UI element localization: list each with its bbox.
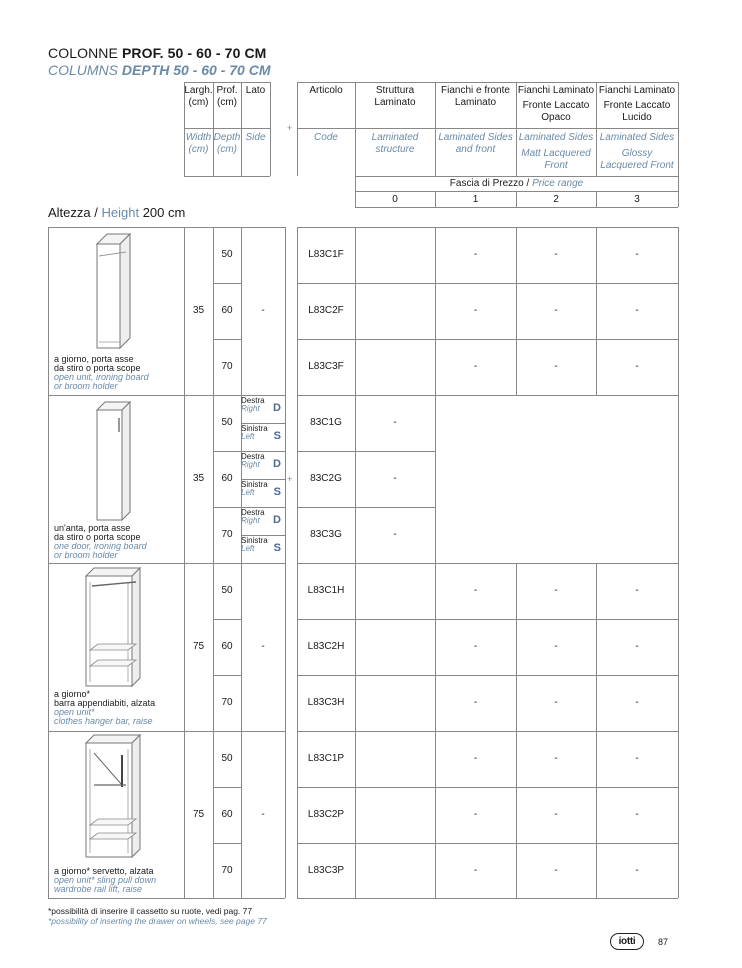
header-depth: Prof. (cm) bbox=[216, 85, 238, 108]
row-price-3: - bbox=[635, 249, 639, 260]
group-0-description: a giorno, porta asse da stiro o porta scope open unit, ironing board or broom holder bbox=[54, 354, 149, 391]
side-left: Sinistra Left S bbox=[241, 424, 281, 442]
plus-sign: + bbox=[287, 123, 293, 133]
header-side: Lato bbox=[245, 85, 266, 96]
row-depth: 50 bbox=[221, 249, 233, 260]
row-price-2: - bbox=[554, 249, 558, 260]
brand-logo: iotti bbox=[610, 933, 644, 950]
row-price-2: - bbox=[554, 641, 558, 652]
row-depth: 50 bbox=[221, 585, 233, 596]
row-price-3: - bbox=[635, 864, 639, 876]
footnote: *possibilità di inserire il cassetto su ruote, vedi pag. 77 *possibility of inserting the drawer on wheels, see page 77 bbox=[48, 906, 267, 926]
row-depth: 50 bbox=[221, 417, 233, 428]
price-col-2: 2 bbox=[553, 194, 559, 205]
plus-sign: + bbox=[287, 474, 293, 484]
row-price-3: - bbox=[635, 697, 639, 708]
side-right: Destra Right D bbox=[241, 396, 281, 414]
header-width: Largh. (cm) bbox=[184, 85, 213, 108]
header-matt-en: Laminated Sides Matt Lacquered Front bbox=[518, 132, 594, 171]
row-depth: 60 bbox=[221, 305, 233, 316]
row-price-0: - bbox=[393, 529, 397, 540]
row-code: 83C2G bbox=[310, 473, 342, 484]
row-code: L83C2F bbox=[308, 305, 344, 316]
row-depth: 60 bbox=[221, 641, 233, 652]
row-depth: 70 bbox=[221, 697, 233, 708]
row-price-2: - bbox=[554, 585, 558, 596]
group-3-side: - bbox=[261, 808, 265, 820]
row-price-1: - bbox=[473, 753, 478, 764]
row-price-2: - bbox=[554, 361, 558, 372]
row-price-3: - bbox=[635, 305, 639, 316]
header-matt: Fianchi Laminato Fronte Laccato Opaco bbox=[517, 85, 595, 123]
group-3-width: 75 bbox=[192, 808, 205, 820]
page-number: 87 bbox=[658, 937, 669, 947]
group-0-side: - bbox=[261, 305, 265, 316]
row-price-3: - bbox=[635, 585, 639, 596]
row-price-2: - bbox=[554, 753, 558, 764]
row-code: L83C2P bbox=[307, 809, 345, 820]
row-depth: 60 bbox=[221, 809, 233, 820]
header-sides-front-en: Laminated Sides and front bbox=[438, 132, 513, 155]
group-1-width: 35 bbox=[192, 473, 205, 484]
column-servetto-drawing bbox=[82, 733, 146, 859]
row-code: 83C3G bbox=[310, 529, 342, 540]
row-price-1: - bbox=[473, 809, 478, 820]
row-price-2: - bbox=[554, 809, 558, 820]
group-2-description: a giorno* barra appendiabiti, alzata open unit* clothes hanger bar, raise bbox=[54, 689, 156, 726]
column-open-ironing-drawing bbox=[92, 232, 138, 350]
row-code: L83C1F bbox=[308, 249, 344, 260]
header-glossy-en: Laminated Sides Glossy Lacquered Front bbox=[599, 132, 675, 171]
row-price-3: - bbox=[635, 809, 639, 820]
header-glossy: Fianchi Laminato Fronte Laccato Lucido bbox=[598, 85, 676, 123]
row-code: L83C1P bbox=[307, 753, 345, 764]
row-price-1: - bbox=[473, 585, 478, 596]
row-price-2: - bbox=[554, 864, 558, 876]
header-structure-en: Laminated structure bbox=[371, 132, 419, 155]
header-depth-en: Depth (cm) bbox=[213, 132, 241, 155]
header-code: Articolo bbox=[309, 85, 343, 96]
header-width-en: Width (cm) bbox=[185, 132, 212, 155]
row-code: L83C1H bbox=[307, 585, 345, 596]
row-code: L83C3H bbox=[307, 697, 345, 708]
row-depth: 70 bbox=[221, 361, 233, 372]
row-price-1: - bbox=[473, 305, 478, 316]
height-label: Altezza / Height 200 cm bbox=[48, 205, 186, 220]
header-sides-front: Fianchi e fronte Laminato bbox=[441, 85, 510, 108]
side-right: Destra Right D bbox=[241, 452, 281, 470]
price-range-label: Fascia di Prezzo / Price range bbox=[449, 178, 584, 189]
row-price-2: - bbox=[554, 697, 558, 708]
group-2-side: - bbox=[261, 641, 265, 652]
row-price-3: - bbox=[635, 753, 639, 764]
row-code: L83C3F bbox=[308, 361, 344, 372]
price-col-3: 3 bbox=[634, 194, 640, 205]
row-code: L83C2H bbox=[307, 641, 345, 652]
column-one-door-drawing bbox=[92, 400, 138, 522]
side-left: Sinistra Left S bbox=[241, 536, 281, 554]
group-2-width: 75 bbox=[192, 641, 205, 652]
row-price-1: - bbox=[473, 249, 478, 260]
page-title-english: COLUMNS DEPTH 50 - 60 - 70 CM bbox=[48, 62, 271, 78]
row-price-1: - bbox=[473, 361, 478, 372]
row-price-0: - bbox=[393, 417, 397, 428]
row-price-1: - bbox=[473, 697, 478, 708]
row-depth: 70 bbox=[221, 864, 233, 876]
price-col-1: 1 bbox=[472, 194, 479, 205]
row-price-1: - bbox=[473, 641, 478, 652]
row-price-0: - bbox=[393, 473, 397, 484]
header-structure: Struttura Laminato bbox=[374, 85, 416, 108]
row-depth: 70 bbox=[221, 529, 233, 540]
side-right: Destra Right D bbox=[241, 508, 281, 526]
column-hanger-bar-drawing bbox=[82, 566, 146, 688]
row-price-1: - bbox=[473, 864, 478, 876]
price-col-0: 0 bbox=[392, 194, 398, 205]
row-depth: 50 bbox=[221, 753, 233, 764]
row-price-2: - bbox=[554, 305, 558, 316]
header-code-en: Code bbox=[314, 132, 338, 143]
page-title: COLONNE PROF. 50 - 60 - 70 CM bbox=[48, 45, 267, 61]
row-code: 83C1G bbox=[310, 417, 342, 428]
row-depth: 60 bbox=[221, 473, 233, 484]
group-1-description: un'anta, porta asse da stiro o porta scope one door, ironing board or broom holder bbox=[54, 523, 147, 560]
row-price-3: - bbox=[635, 361, 639, 372]
group-0-width: 35 bbox=[192, 305, 205, 316]
header-side-en: Side bbox=[245, 132, 266, 143]
row-code: L83C3P bbox=[307, 864, 345, 876]
side-left: Sinistra Left S bbox=[241, 480, 281, 498]
group-3-description: a giorno* servetto, alzata open unit* sling pull down wardrobe rail lift, raise bbox=[54, 866, 157, 894]
row-price-3: - bbox=[635, 641, 639, 652]
